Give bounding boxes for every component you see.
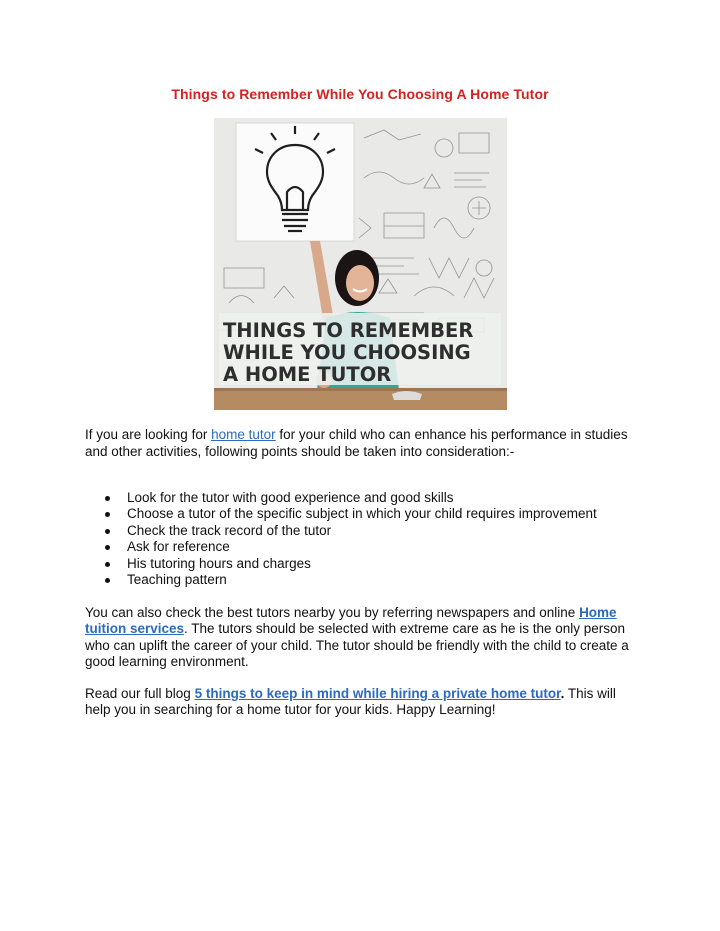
hero-overlay-line1: THINGS TO REMEMBER xyxy=(223,319,474,342)
bullet-icon xyxy=(105,496,110,501)
blog-link[interactable]: 5 things to keep in mind while hiring a private home tutor xyxy=(194,686,561,701)
intro-text-before: If you are looking for xyxy=(85,427,212,442)
bullet-list xyxy=(105,490,597,588)
list-item-text: Check the track record of the tutor xyxy=(127,522,332,538)
list-item-text: Ask for reference xyxy=(127,539,230,555)
list-item xyxy=(105,490,597,506)
hero-image xyxy=(214,118,507,410)
intro-paragraph xyxy=(85,426,645,460)
para2-text-before: You can also check the best tutors nearby you by referring newspapers and online xyxy=(85,605,580,620)
list-item xyxy=(105,539,597,555)
page-title: Things to Remember While You Choosing A Home Tutor xyxy=(171,86,549,102)
bullet-icon xyxy=(105,529,110,534)
bullet-icon xyxy=(105,578,110,583)
list-item-text: Look for the tutor with good experience and good skills xyxy=(127,490,454,505)
hero-overlay-line3: A HOME TUTOR xyxy=(223,363,392,386)
para2-text-after: . The tutors should be selected with extreme care as he is the only person who can uplift the career of your child. The tutor should be friendly with the child to create a good learning environment. xyxy=(85,621,629,669)
bullet-icon xyxy=(105,562,110,567)
list-item xyxy=(105,572,597,588)
para3-period: . xyxy=(560,686,565,701)
home-tuition-services-link[interactable]: Home tuition services xyxy=(85,605,617,637)
hero-overlay-line2: WHILE YOU CHOOSING xyxy=(223,341,471,364)
bullet-icon xyxy=(105,512,110,517)
para3-text-before: Read our full blog xyxy=(85,686,195,701)
list-item xyxy=(105,506,597,522)
home-tutor-link[interactable]: home tutor xyxy=(211,427,276,442)
para3-text-after: This will help you in searching for a home tutor for your kids. Happy Learning! xyxy=(85,686,616,718)
list-item xyxy=(105,523,597,539)
blog-paragraph xyxy=(85,686,645,719)
intro-text-after: for your child who can enhance his performance in studies and other activities, following points should be taken into consideration:- xyxy=(85,427,628,459)
list-item-text: Choose a tutor of the specific subject in which your child requires improvement xyxy=(127,506,597,522)
list-item-text: Teaching pattern xyxy=(127,572,227,588)
list-item-text: His tutoring hours and charges xyxy=(127,555,311,571)
bullet-icon xyxy=(105,545,110,550)
tuition-services-paragraph xyxy=(85,605,645,670)
list-item xyxy=(105,556,597,572)
